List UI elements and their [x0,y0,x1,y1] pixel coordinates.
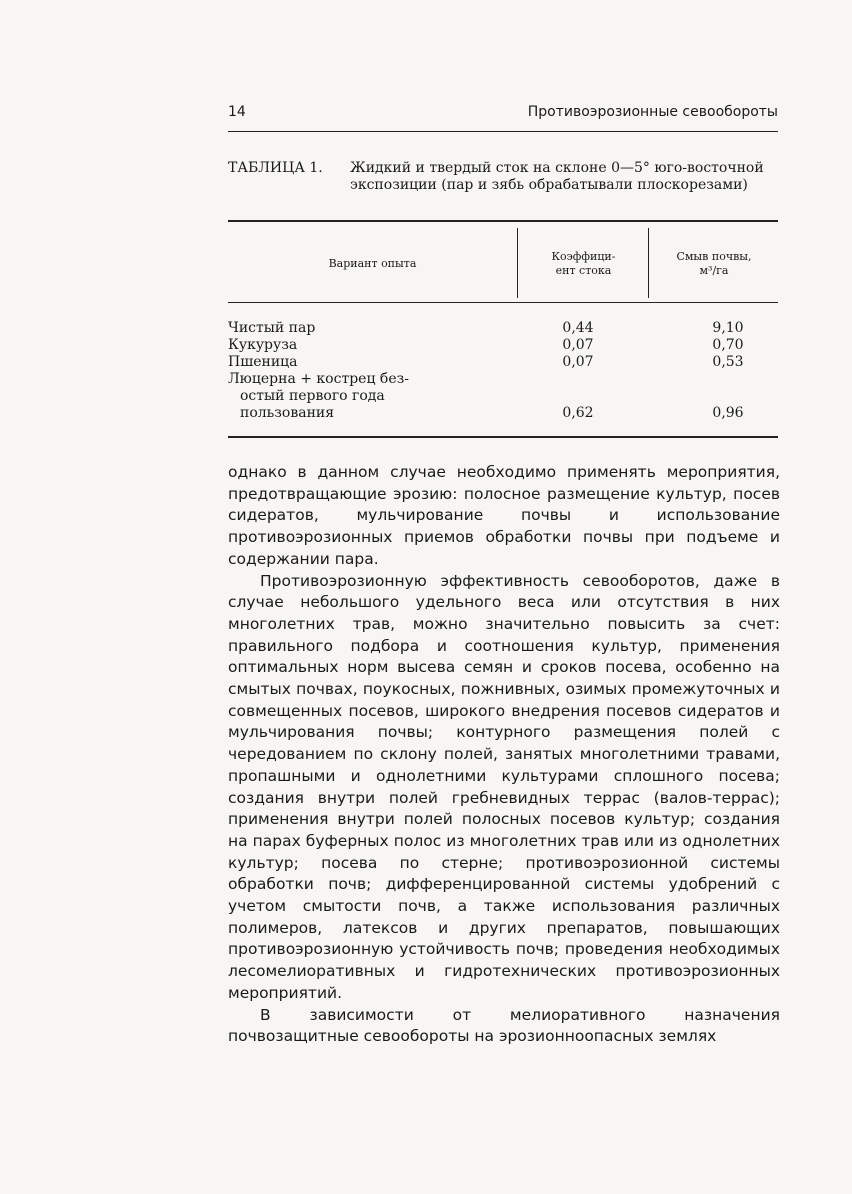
running-title: Противоэрозионные севообороты [527,104,778,120]
header-wash-line2: м³/га [699,264,729,277]
row-coef: 0,44 [562,320,594,336]
row-wash: 0,53 [712,354,744,370]
row-variant: Кукуруза [228,337,298,353]
paragraph: В зависимости от мелиоративного назначения почвозащитные севообороты на эрозионноопасных землях [228,1005,780,1046]
row-wash: 0,96 [712,405,744,421]
table-column-divider [648,228,649,298]
row-variant: Чистый пар [228,320,316,336]
row-coef: 0,62 [562,405,594,421]
header-variant: Вариант опыта [328,257,417,270]
row-variant-line1: Люцерна + кострец без- [228,371,409,387]
row-coef: 0,07 [562,354,594,370]
row-variant-line3: пользования [240,405,335,421]
table-caption-text: Жидкий и твердый сток на склоне 0—5° юго-восточной экспозиции (пар и зябь обрабатывали плоскорезами) [350,160,764,193]
row-coef: 0,07 [562,337,594,353]
row-variant: Пшеница [228,354,298,370]
page-number: 14 [228,104,246,120]
header-coef-line2: ент стока [555,264,612,277]
paragraph: Противоэрозионную эффективность севооборотов, даже в случае небольшого удельного веса или отсутствия в них многолетних трав, можно значительно повысить за счет: правильного подбора и соотношения культур, применения оптимальных норм высева семян и сроков посева, особенно на смытых почвах, поукосных, пожнивных, озимых промежуточных и совмещенных посевов, широкого внедрения посевов сидератов и мульчирования почвы; контурного размещения полей с чередованием по склону полей, занятых многолетними травами, пропашными и однолетними культурами сплошного посева; создания внутри полей гребневидных террас (валов-террас); применения внутри полей полосных посевов культур; создания на парах буферных полос из многолетних трав или из однолетних культур; посева по стерне; противоэрозионной системы обработки почв; дифференцированной системы удобрений с учетом смытости почв, а также использования различных полимеров, латексов и других препаратов, повышающих противоэрозионную устойчивость почв; проведения необходимых лесомелиоративных и гидротехнических противоэрозионных мероприятий. [228,571,780,1002]
header-coef-line1: Коэффици- [551,250,616,263]
table-header-rule [228,302,778,303]
row-variant-line2: остый первого года [240,388,385,404]
row-wash: 9,10 [712,320,744,336]
header-rule [228,131,778,132]
table-caption-label: ТАБЛИЦА 1. [228,160,323,176]
paragraph: однако в данном случае необходимо применять мероприятия, предотвращающие эрозию: полосное размещение культур, посев сидератов, мульчирование почвы и использование противоэрозионных приемов обработки почвы при подъеме и содержании пара. [228,463,780,568]
header-wash [650,250,778,278]
header-wash-line1: Смыв почвы, [676,250,752,263]
row-wash: 0,70 [712,337,744,353]
table-bottom-rule [228,436,778,438]
table-column-divider [517,228,518,298]
body-text [228,462,780,1048]
header-coef [519,250,648,278]
row-variant [228,371,458,422]
table-top-rule [228,220,778,222]
